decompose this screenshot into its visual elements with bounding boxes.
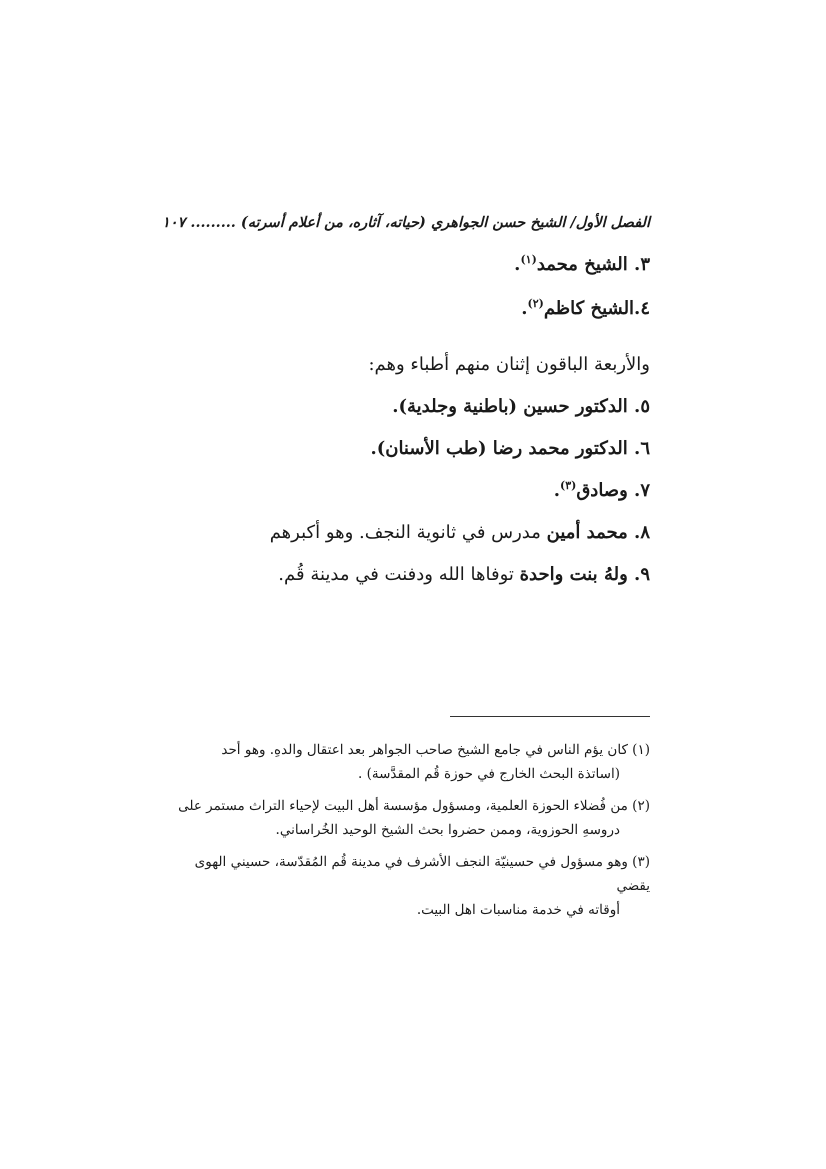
footnote-line: (٣) وهو مسؤول في حسينيّة النجف الأشرف في مدينة قُم المُقدّسة، حسيني الهوى يقضي [194, 854, 650, 894]
footnote-line: دروسهِ الحوزوية، وممن حضروا بحث الشيخ الوحيد الخُراساني. [275, 822, 620, 838]
item-end: . [514, 254, 521, 275]
list-item-daughter [170, 562, 650, 588]
list-item-sheikh-muhammad [170, 252, 650, 278]
footnote-ref-1[interactable]: (١) [520, 253, 537, 266]
item-end: . [521, 298, 528, 319]
item-text: ٣. الشيخ محمد [536, 254, 650, 275]
item-bold: ٩. ولهُ بنت واحدة [519, 564, 650, 585]
footnote-separator [450, 716, 650, 717]
footnote-1 [170, 738, 650, 786]
list-item-dr-muhammad-rida: ٦. الدكتور محمد رضا (طب الأسنان). [370, 438, 650, 459]
running-header: الفصل الأول/ الشيخ حسن الجواهري (حياته، آثاره، من أعلام أسرته) ......... ١٠٧ [161, 214, 650, 231]
footnote-3 [170, 850, 650, 922]
footnote-line: (١) كان يؤم الناس في جامع الشيخ صاحب الجواهر بعد اعتقال والدهِ. وهو أحد [221, 742, 650, 758]
item-end: . [553, 480, 560, 501]
item-rest: توفاها الله ودفنت في مدينة قُم. [278, 564, 520, 585]
footnotes [170, 738, 650, 930]
footnote-ref-3[interactable]: (٣) [559, 479, 577, 492]
list-item-muhammad-amin [170, 520, 650, 546]
item-bold: ٨. محمد أمين [546, 522, 650, 543]
list-item-sheikh-kazim [170, 296, 650, 322]
list-item-sadiq [170, 478, 650, 504]
footnote-line: أوقاته في خدمة مناسبات اهل البيت. [416, 902, 620, 918]
list-item-dr-hussein: ٥. الدكتور حسين (باطنية وجلدية). [392, 396, 650, 417]
footnote-ref-2[interactable]: (٢) [527, 297, 544, 310]
footnote-2 [170, 794, 650, 842]
footnote-line: (اساتذة البحث الخارج في حوزة قُم المقدَّسة) . [358, 766, 620, 782]
paragraph-remaining-four: والأربعة الباقون إثنان منهم أطباء وهم: [368, 354, 650, 375]
item-text: ٤.الشيخ كاظم [543, 298, 650, 319]
main-text [170, 250, 650, 588]
footnote-line: (٢) من فُضلاء الحوزة العلمية، ومسؤول مؤسسة أهل البيت لإحياء التراث مستمر على [178, 798, 650, 814]
item-text: ٧. وصادق [576, 480, 650, 501]
item-rest: مدرس في ثانوية النجف. وهو أكبرهم [269, 522, 547, 543]
